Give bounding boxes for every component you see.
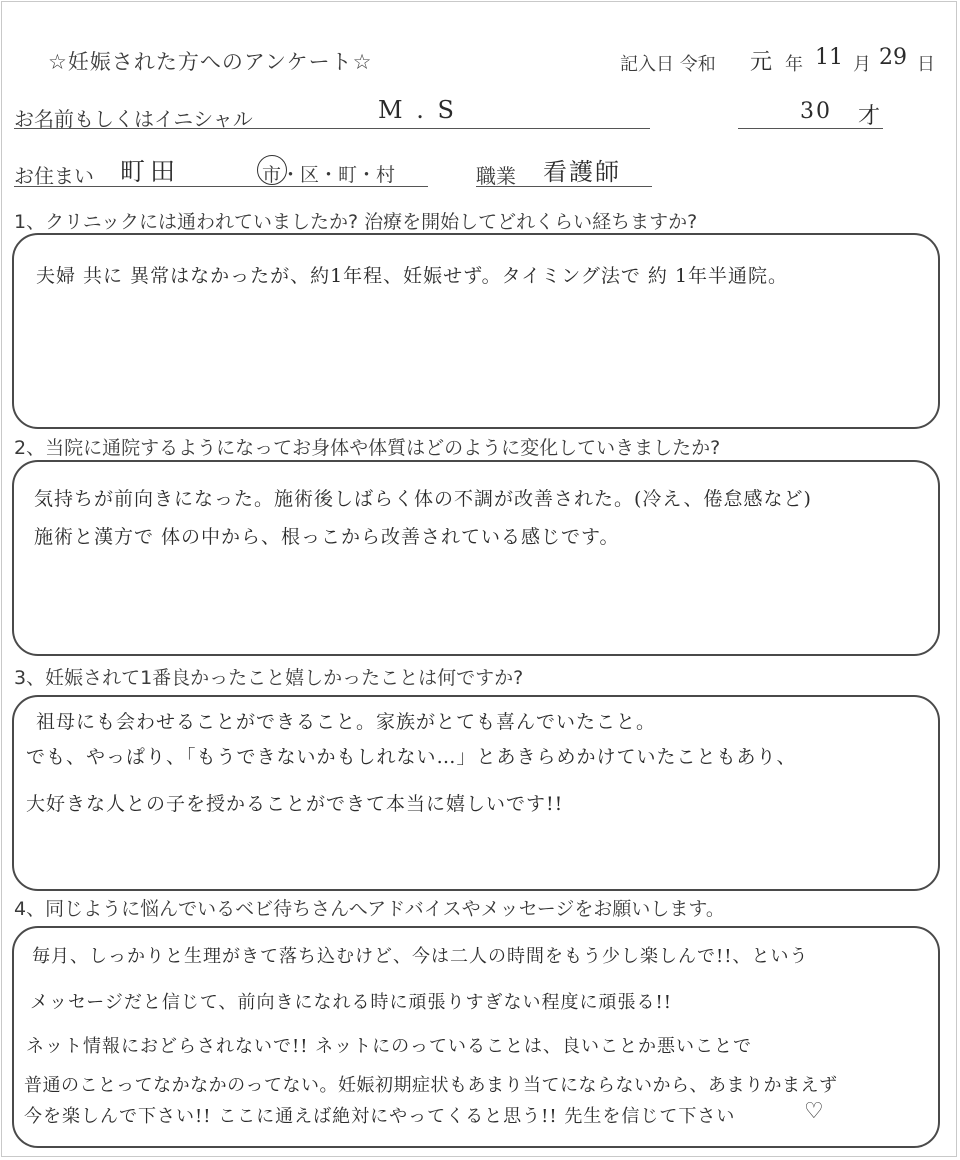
address-label: お住まい xyxy=(14,164,94,188)
name-value: M . S xyxy=(378,96,457,124)
date-month-unit: 月 xyxy=(853,54,871,75)
question-2-label: 2、当院に通院するようになってお身体や体質はどのように変化していきましたか? xyxy=(14,437,721,459)
answer-3-line-1: 祖母にも会わせることができること。家族がとても喜んでいたこと。 xyxy=(36,711,657,733)
answer-box-3 xyxy=(12,695,940,891)
answer-box-4 xyxy=(12,926,940,1148)
answer-4-line-5: 今を楽しんで下さい!! ここに通えば絶対にやってくると思う!! 先生を信じて下さい xyxy=(24,1106,736,1127)
answer-2-line-1: 気持ちが前向きになった。施術後しばらく体の不調が改善された。(冷え、倦怠感など) xyxy=(34,488,812,510)
answer-1-line-1: 夫婦 共に 異常はなかったが、約1年程、妊娠せず。タイミング法で 約 1年半通院。 xyxy=(36,265,789,287)
heart-icon: ♡ xyxy=(804,1099,824,1124)
date-day-unit: 日 xyxy=(917,54,935,75)
occupation-label: 職業 xyxy=(476,164,516,188)
address-underline xyxy=(14,186,428,187)
date-year-unit: 年 xyxy=(785,54,803,75)
answer-2-line-2: 施術と漢方で 体の中から、根っこから改善されている感じです。 xyxy=(34,526,620,548)
form-title: ☆妊娠された方へのアンケート☆ xyxy=(48,50,373,74)
answer-4-line-3: ネット情報におどらされないで!! ネットにのっていることは、良いことか悪いことで xyxy=(26,1036,753,1057)
name-label: お名前もしくはイニシャル xyxy=(14,107,253,131)
date-era-year: 元 xyxy=(750,50,773,75)
answer-box-2 xyxy=(12,460,940,656)
answer-4-line-1: 毎月、しっかりと生理がきて落ち込むけど、今は二人の時間をもう少し楽しんで!!、という xyxy=(32,946,809,967)
question-4-label: 4、同じように悩んでいるベビ待ちさんへアドバイスやメッセージをお願いします。 xyxy=(14,898,725,920)
date-label: 記入日 令和 xyxy=(620,54,716,75)
date-day: 29 xyxy=(879,45,907,70)
age-value: 30 xyxy=(800,99,832,124)
name-underline xyxy=(14,128,650,129)
question-1-label: 1、クリニックには通われていましたか? 治療を開始してどれくらい経ちますか? xyxy=(14,211,698,233)
city-options: 市・区・町・村 xyxy=(262,164,396,186)
address-value: 町田 xyxy=(120,157,181,186)
occupation-underline xyxy=(476,186,652,187)
answer-4-line-4: 普通のことってなかなかのってない。妊娠初期症状もあまり当てにならないから、あまりかまえず xyxy=(24,1075,838,1096)
answer-3-line-3: 大好きな人との子を授かることができて本当に嬉しいです!! xyxy=(26,793,564,815)
answer-4-line-2: メッセージだと信じて、前向きになれる時に頑張りすぎない程度に頑張る!! xyxy=(30,992,673,1013)
age-underline xyxy=(738,128,883,129)
answer-3-line-2: でも、やっぱり、「もうできないかもしれない…」とあきらめかけていたこともあり、 xyxy=(26,746,797,768)
date-month: 11 xyxy=(815,45,843,70)
question-3-label: 3、妊娠されて1番良かったこと嬉しかったことは何ですか? xyxy=(14,667,524,689)
age-unit: 才 xyxy=(858,104,881,129)
occupation-value: 看護師 xyxy=(543,158,621,186)
answer-box-1 xyxy=(12,233,940,429)
